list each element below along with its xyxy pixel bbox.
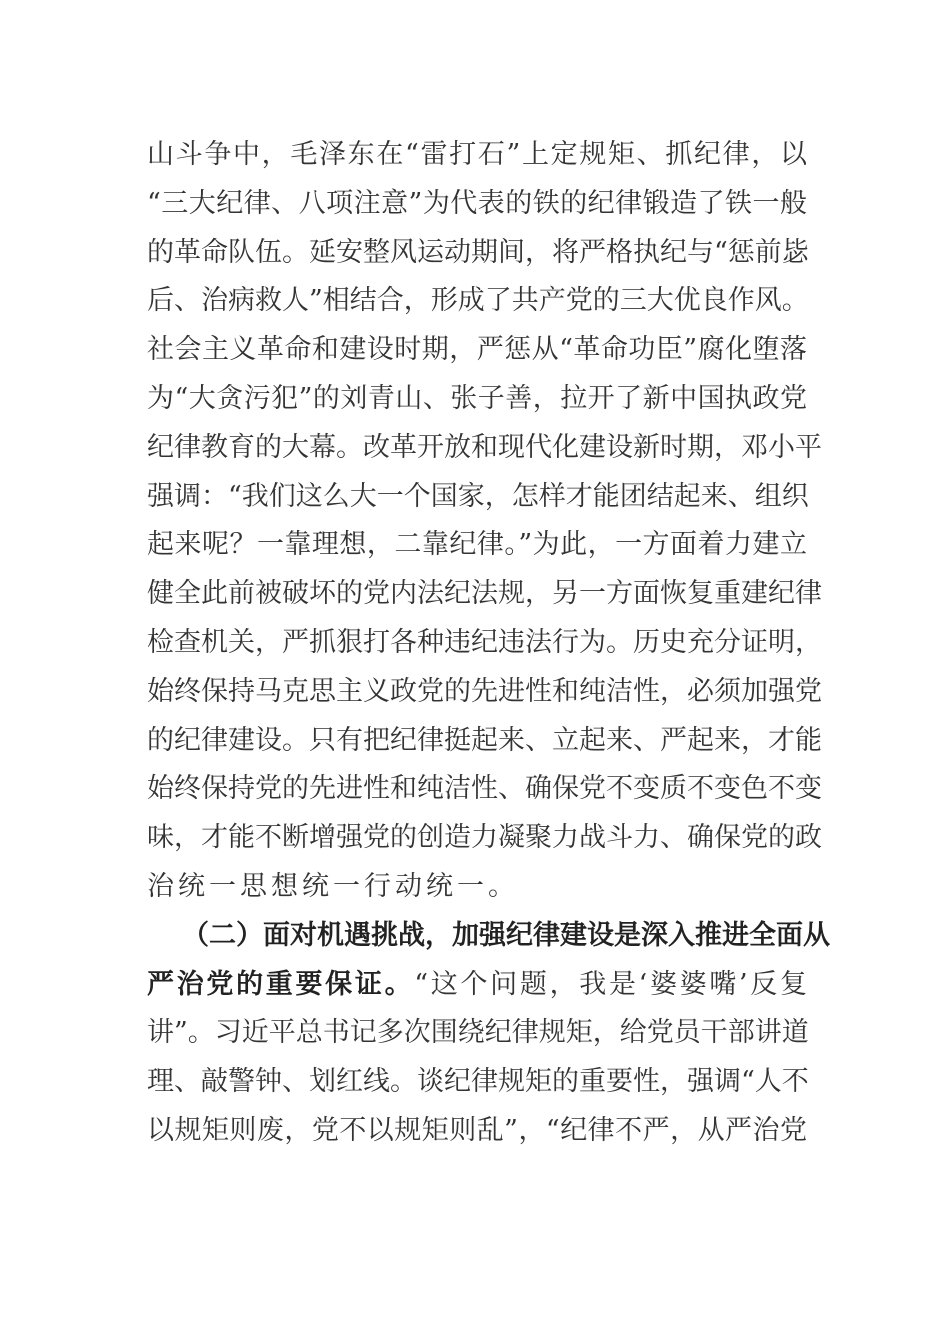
body-text: [147, 131, 830, 1156]
text-line: 检查机关，严抓狠打各种违纪违法行为。历史充分证明，: [147, 626, 822, 658]
text-line: 的革命队伍。延安整风运动期间，将严格执纪与“惩前毖: [147, 236, 809, 268]
text-line: 的纪律建设。只有把纪律挺起来、立起来、严起来，才能: [147, 724, 822, 756]
text-line: 讲”。习近平总书记多次围绕纪律规矩，给党员干部讲道: [147, 1017, 809, 1049]
text-line: 始终保持马克思主义政党的先进性和纯洁性，必须加强党: [147, 675, 822, 707]
text-line: 以规矩则废，党不以规矩则乱”，“纪律不严，从严治党: [147, 1114, 807, 1146]
section-heading-continued: 严治党的重要保证。: [147, 968, 415, 1000]
text-line: 理、敲警钟、划红线。谈纪律规矩的重要性，强调“人不: [147, 1066, 809, 1098]
text-line: 起来呢？一靠理想，二靠纪律。”为此，一方面着力建立: [147, 529, 807, 561]
section-heading: （二）面对机遇挑战，加强纪律建设是深入推进全面从: [182, 919, 830, 951]
text-line: 味，才能不断增强党的创造力凝聚力战斗力、确保党的政: [147, 822, 822, 854]
section-heading-line-2: [147, 961, 807, 1010]
text-line: “三大纪律、八项注意”为代表的铁的纪律锻造了铁一般: [147, 187, 807, 219]
text-line: 为“大贪污犯”的刘青山、张子善，拉开了新中国执政党: [147, 382, 807, 414]
text-line: 后、治病救人”相结合，形成了共产党的三大优良作风。: [147, 285, 809, 317]
text-line: 社会主义革命和建设时期，严惩从“革命功臣”腐化堕落: [147, 334, 807, 366]
text-line: 强调：“我们这么大一个国家，怎样才能团结起来、组织: [147, 480, 809, 512]
text-line: 山斗争中，毛泽东在“雷打石”上定规矩、抓纪律，以: [147, 139, 807, 170]
text-line: 始终保持党的先进性和纯洁性、确保党不变质不变色不变: [147, 773, 822, 805]
text-line: 纪律教育的大幕。改革开放和现代化建设新时期，邓小平: [147, 431, 822, 463]
text-line: 健全此前被破坏的党内法纪法规，另一方面恢复重建纪律: [147, 578, 822, 610]
quote-text: “这个问题，我是‘婆婆嘴’反复: [414, 968, 808, 1000]
paragraph-end-line: 治统一思想统一行动统一。: [147, 870, 519, 902]
